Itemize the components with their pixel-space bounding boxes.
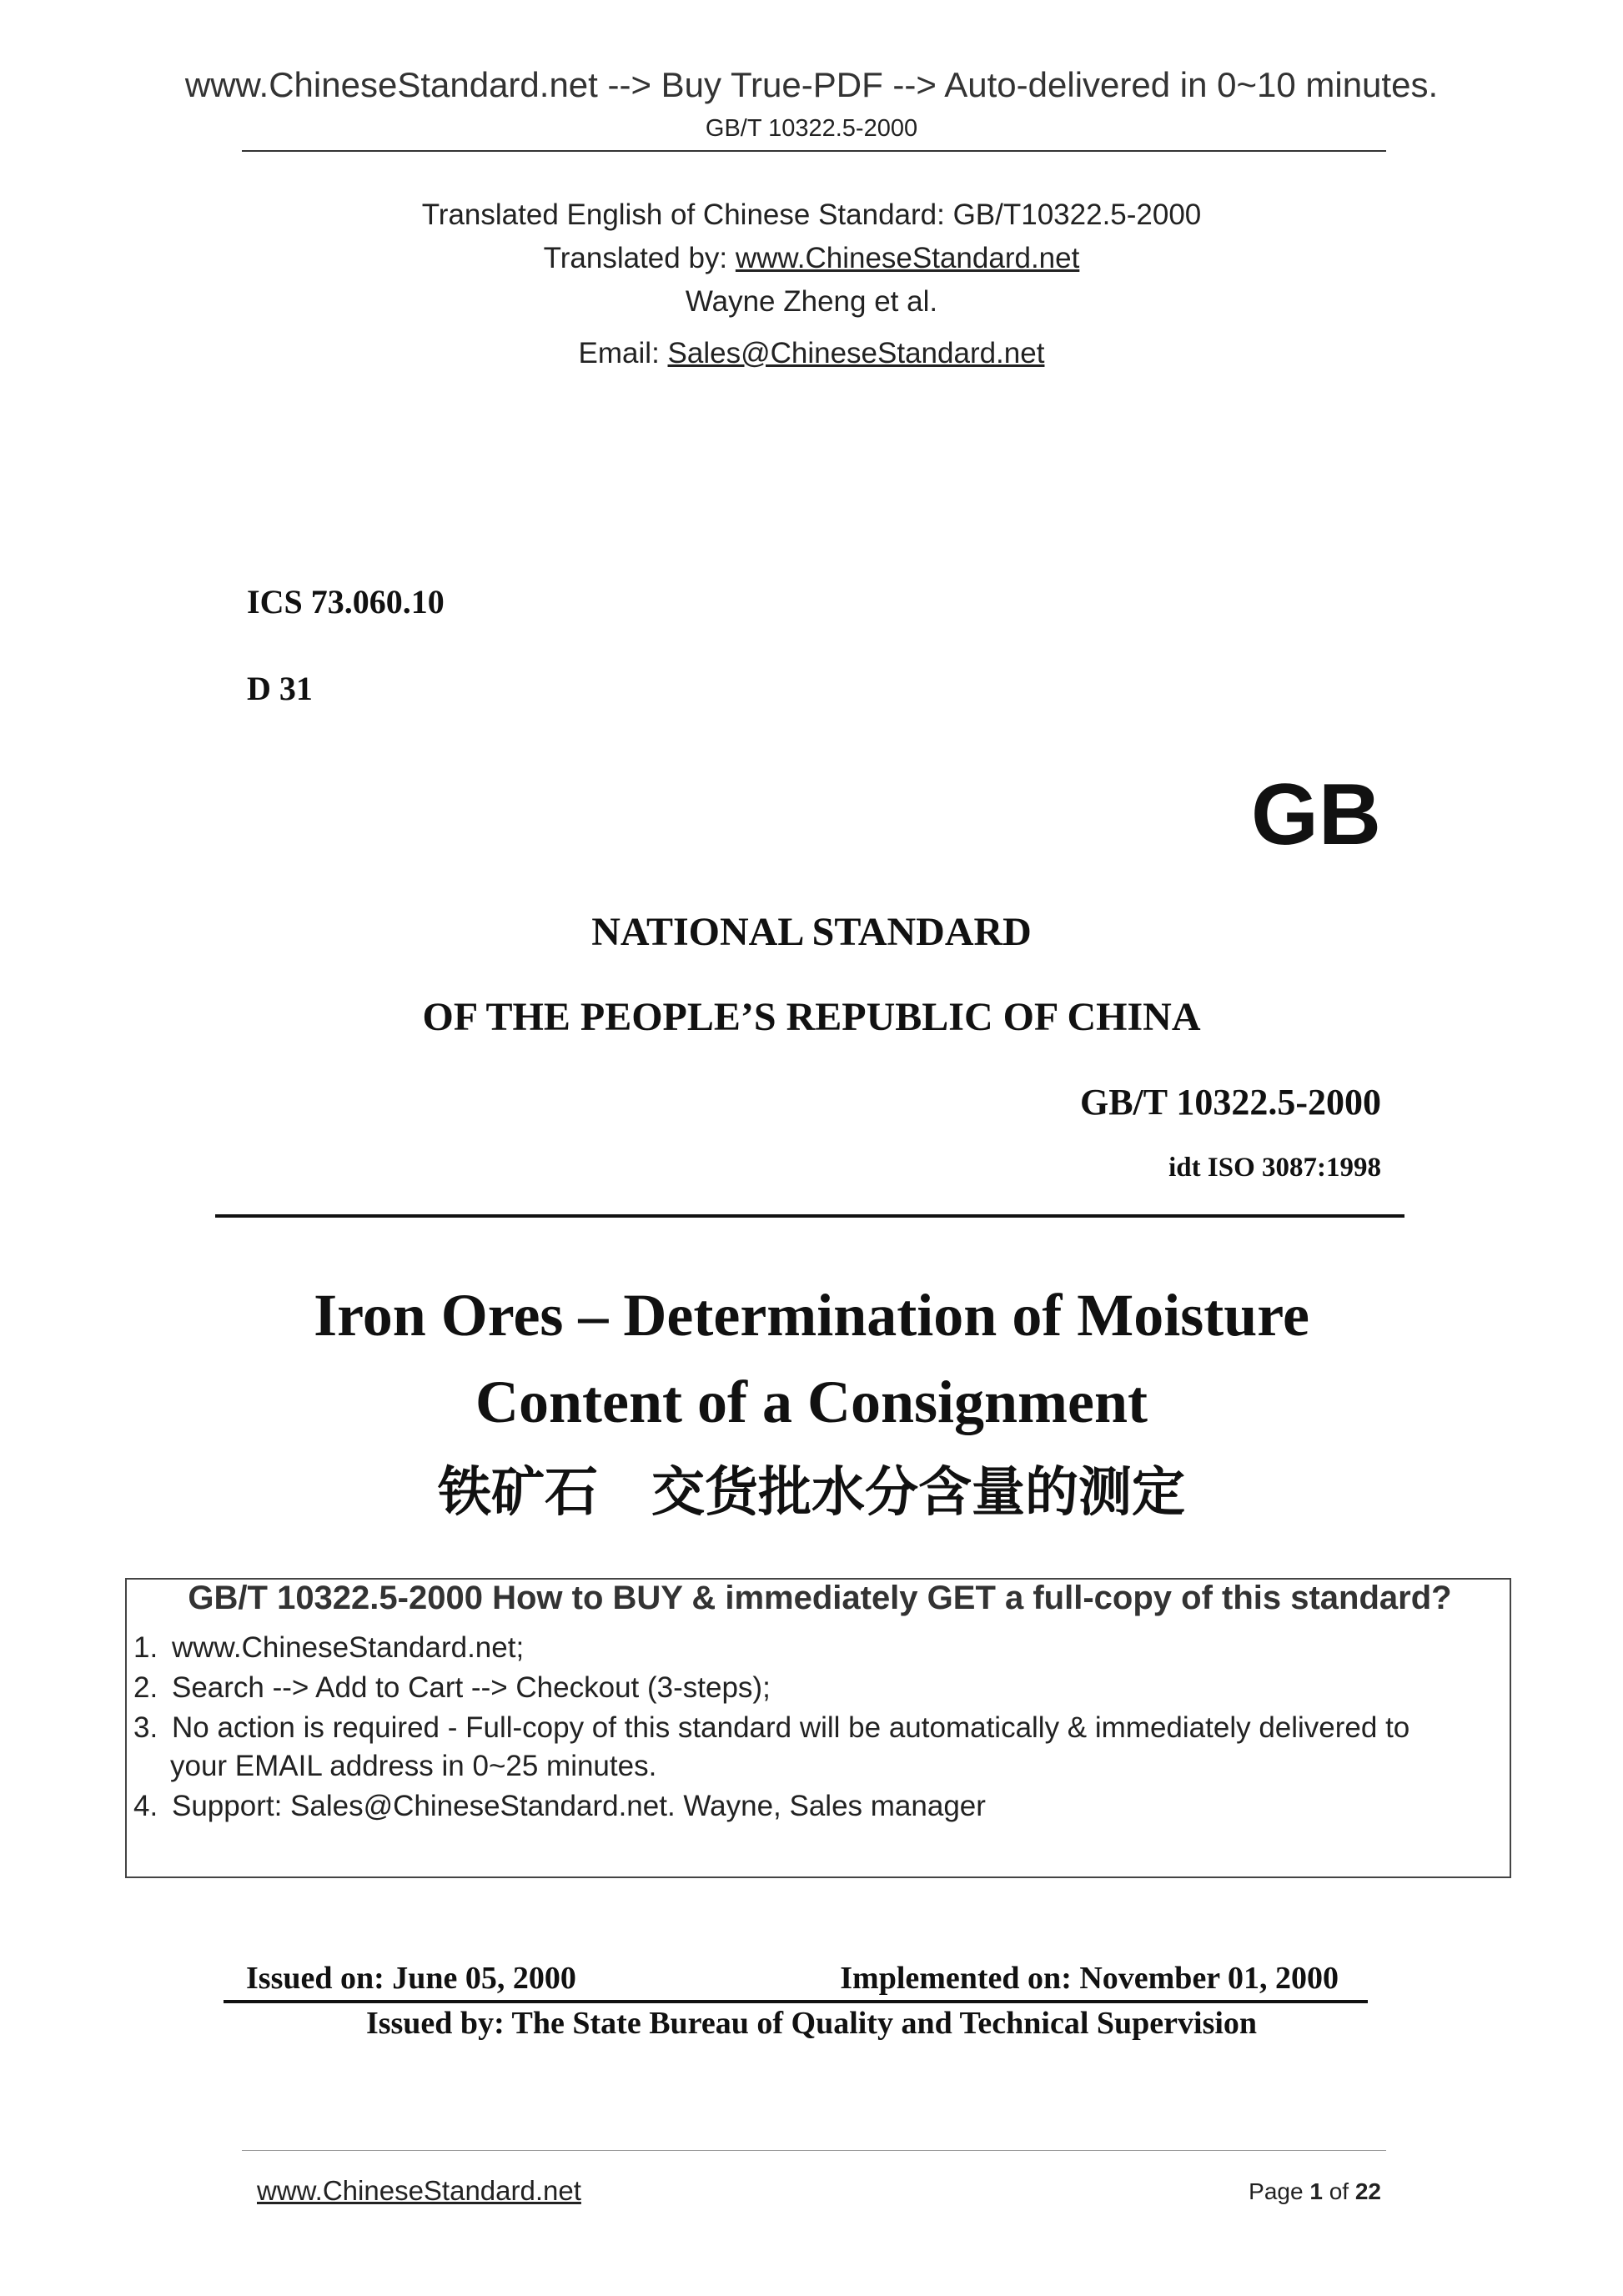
translator-site-link[interactable]: www.ChineseStandard.net xyxy=(735,242,1080,274)
title-divider xyxy=(215,1214,1404,1218)
doc-id-header: GB/T 10322.5-2000 xyxy=(705,115,918,142)
translator-name: Wayne Zheng et al. xyxy=(685,285,938,318)
page-of: of xyxy=(1329,2178,1349,2204)
buy-step-text: No action is required - Full-copy of this standard will be automatically & immediately delivered to xyxy=(172,1711,1410,1744)
header-divider xyxy=(242,150,1386,152)
title-line-1: Iron Ores – Determination of Moisture xyxy=(314,1282,1309,1349)
page-number xyxy=(1084,2178,1381,2205)
buy-step-number: 4. xyxy=(133,1790,158,1822)
standard-number: GB/T 10322.5-2000 xyxy=(1079,1082,1381,1123)
issued-on: Issued on: June 05, 2000 xyxy=(246,1961,576,1996)
implemented-on: Implemented on: November 01, 2000 xyxy=(840,1961,1339,1996)
buy-step-text: www.ChineseStandard.net; xyxy=(172,1631,525,1664)
buy-step-3 xyxy=(133,1711,1409,1745)
chinese-title: 铁矿石 交货批水分含量的测定 xyxy=(438,1462,1185,1524)
buy-step-text: Support: Sales@ChineseStandard.net. Wayne, Sales manager xyxy=(172,1790,986,1822)
buy-step-number: 1. xyxy=(133,1631,158,1664)
promo-header: www.ChineseStandard.net --> Buy True-PDF --> Auto-delivered in 0~10 minutes. xyxy=(184,65,1439,104)
buy-step-3-continued: your EMAIL address in 0~25 minutes. xyxy=(170,1750,657,1782)
ics-code: ICS 73.060.10 xyxy=(247,583,445,620)
issue-divider xyxy=(224,2000,1368,2003)
email-label: Email: xyxy=(578,337,668,369)
footer-divider xyxy=(242,2150,1386,2151)
gb-mark: GB xyxy=(1251,766,1381,863)
buy-step-4 xyxy=(133,1790,986,1823)
buy-step-text: Search --> Add to Cart --> Checkout (3-steps); xyxy=(172,1671,771,1704)
national-standard-heading: NATIONAL STANDARD xyxy=(591,910,1032,954)
buy-step-1 xyxy=(133,1631,524,1665)
ccs-code: D 31 xyxy=(247,670,313,707)
page-current: 1 xyxy=(1309,2178,1323,2204)
buy-step-2 xyxy=(133,1671,771,1705)
title-line-2: Content of a Consignment xyxy=(475,1369,1148,1435)
translated-by-line xyxy=(0,242,1623,275)
translation-source-line: Translated English of Chinese Standard: GB/T10322.5-2000 xyxy=(421,198,1202,231)
republic-heading: OF THE PEOPLE’S REPUBLIC OF CHINA xyxy=(422,995,1201,1039)
email-line xyxy=(0,337,1623,370)
buy-step-number: 2. xyxy=(133,1671,158,1704)
idt-reference: idt ISO 3087:1998 xyxy=(1168,1153,1381,1183)
page-total: 22 xyxy=(1354,2178,1381,2204)
footer-site-link[interactable]: www.ChineseStandard.net xyxy=(257,2175,581,2206)
issued-by: Issued by: The State Bureau of Quality and Technical Supervision xyxy=(365,2006,1258,2041)
buy-instructions-box xyxy=(125,1578,1511,1878)
email-link[interactable]: Sales@ChineseStandard.net xyxy=(667,337,1045,369)
buy-step-number: 3. xyxy=(133,1711,158,1744)
translated-by-label: Translated by: xyxy=(543,242,736,274)
page-label: Page xyxy=(1249,2178,1304,2204)
buy-box-heading: GB/T 10322.5-2000 How to BUY & immediately GET a full-copy of this standard? xyxy=(188,1580,1452,1616)
